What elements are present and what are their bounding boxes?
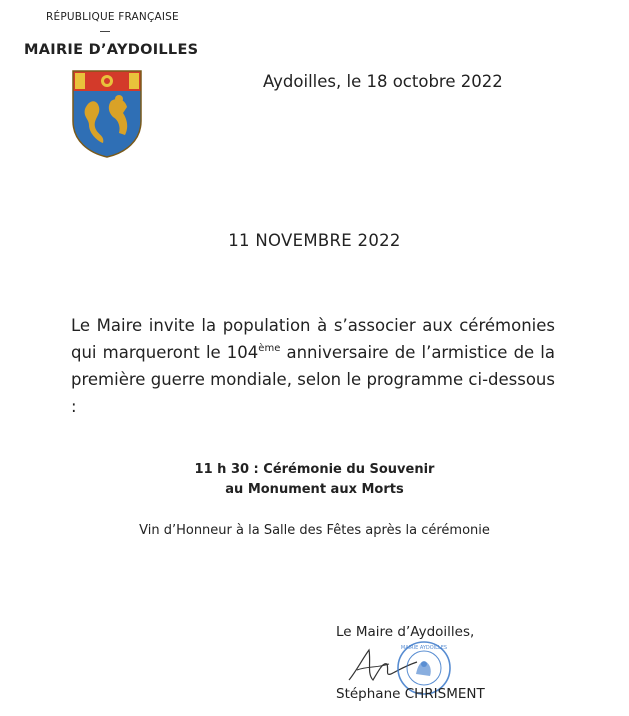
program-line-ceremony: 11 h 30 : Cérémonie du Souvenir [194,462,435,477]
paragraph-text-end: anniversaire de l’armistice de la première guerre mondiale, selon le programme ci-dessous : [71,343,555,416]
header-divider [100,31,110,32]
invitation-paragraph [71,312,555,420]
ordinal-suffix: ème [258,343,281,354]
date-line: Aydoilles, le 18 octobre 2022 [263,72,503,91]
program-line-location: au Monument aux Morts [225,482,404,497]
paragraph-text-start: Le Maire invite la population à s’associer aux cérémonies qui marqueront le 104 [71,316,555,362]
program-block [0,460,629,500]
signatory-name: Stéphane CHRISMENT [336,686,485,702]
page-title: 11 NOVEMBRE 2022 [228,231,401,250]
stamp-text: MAIRIE AYDOILLES [400,645,448,651]
vin-honneur-note: Vin d’Honneur à la Salle des Fêtes après la cérémonie [139,523,490,538]
coat-of-arms-icon [71,69,143,159]
mairie-name: MAIRIE D’AYDOILLES [24,42,199,58]
signature-title: Le Maire d’Aydoilles, [336,624,475,640]
republique-header: RÉPUBLIQUE FRANÇAISE [46,11,179,23]
